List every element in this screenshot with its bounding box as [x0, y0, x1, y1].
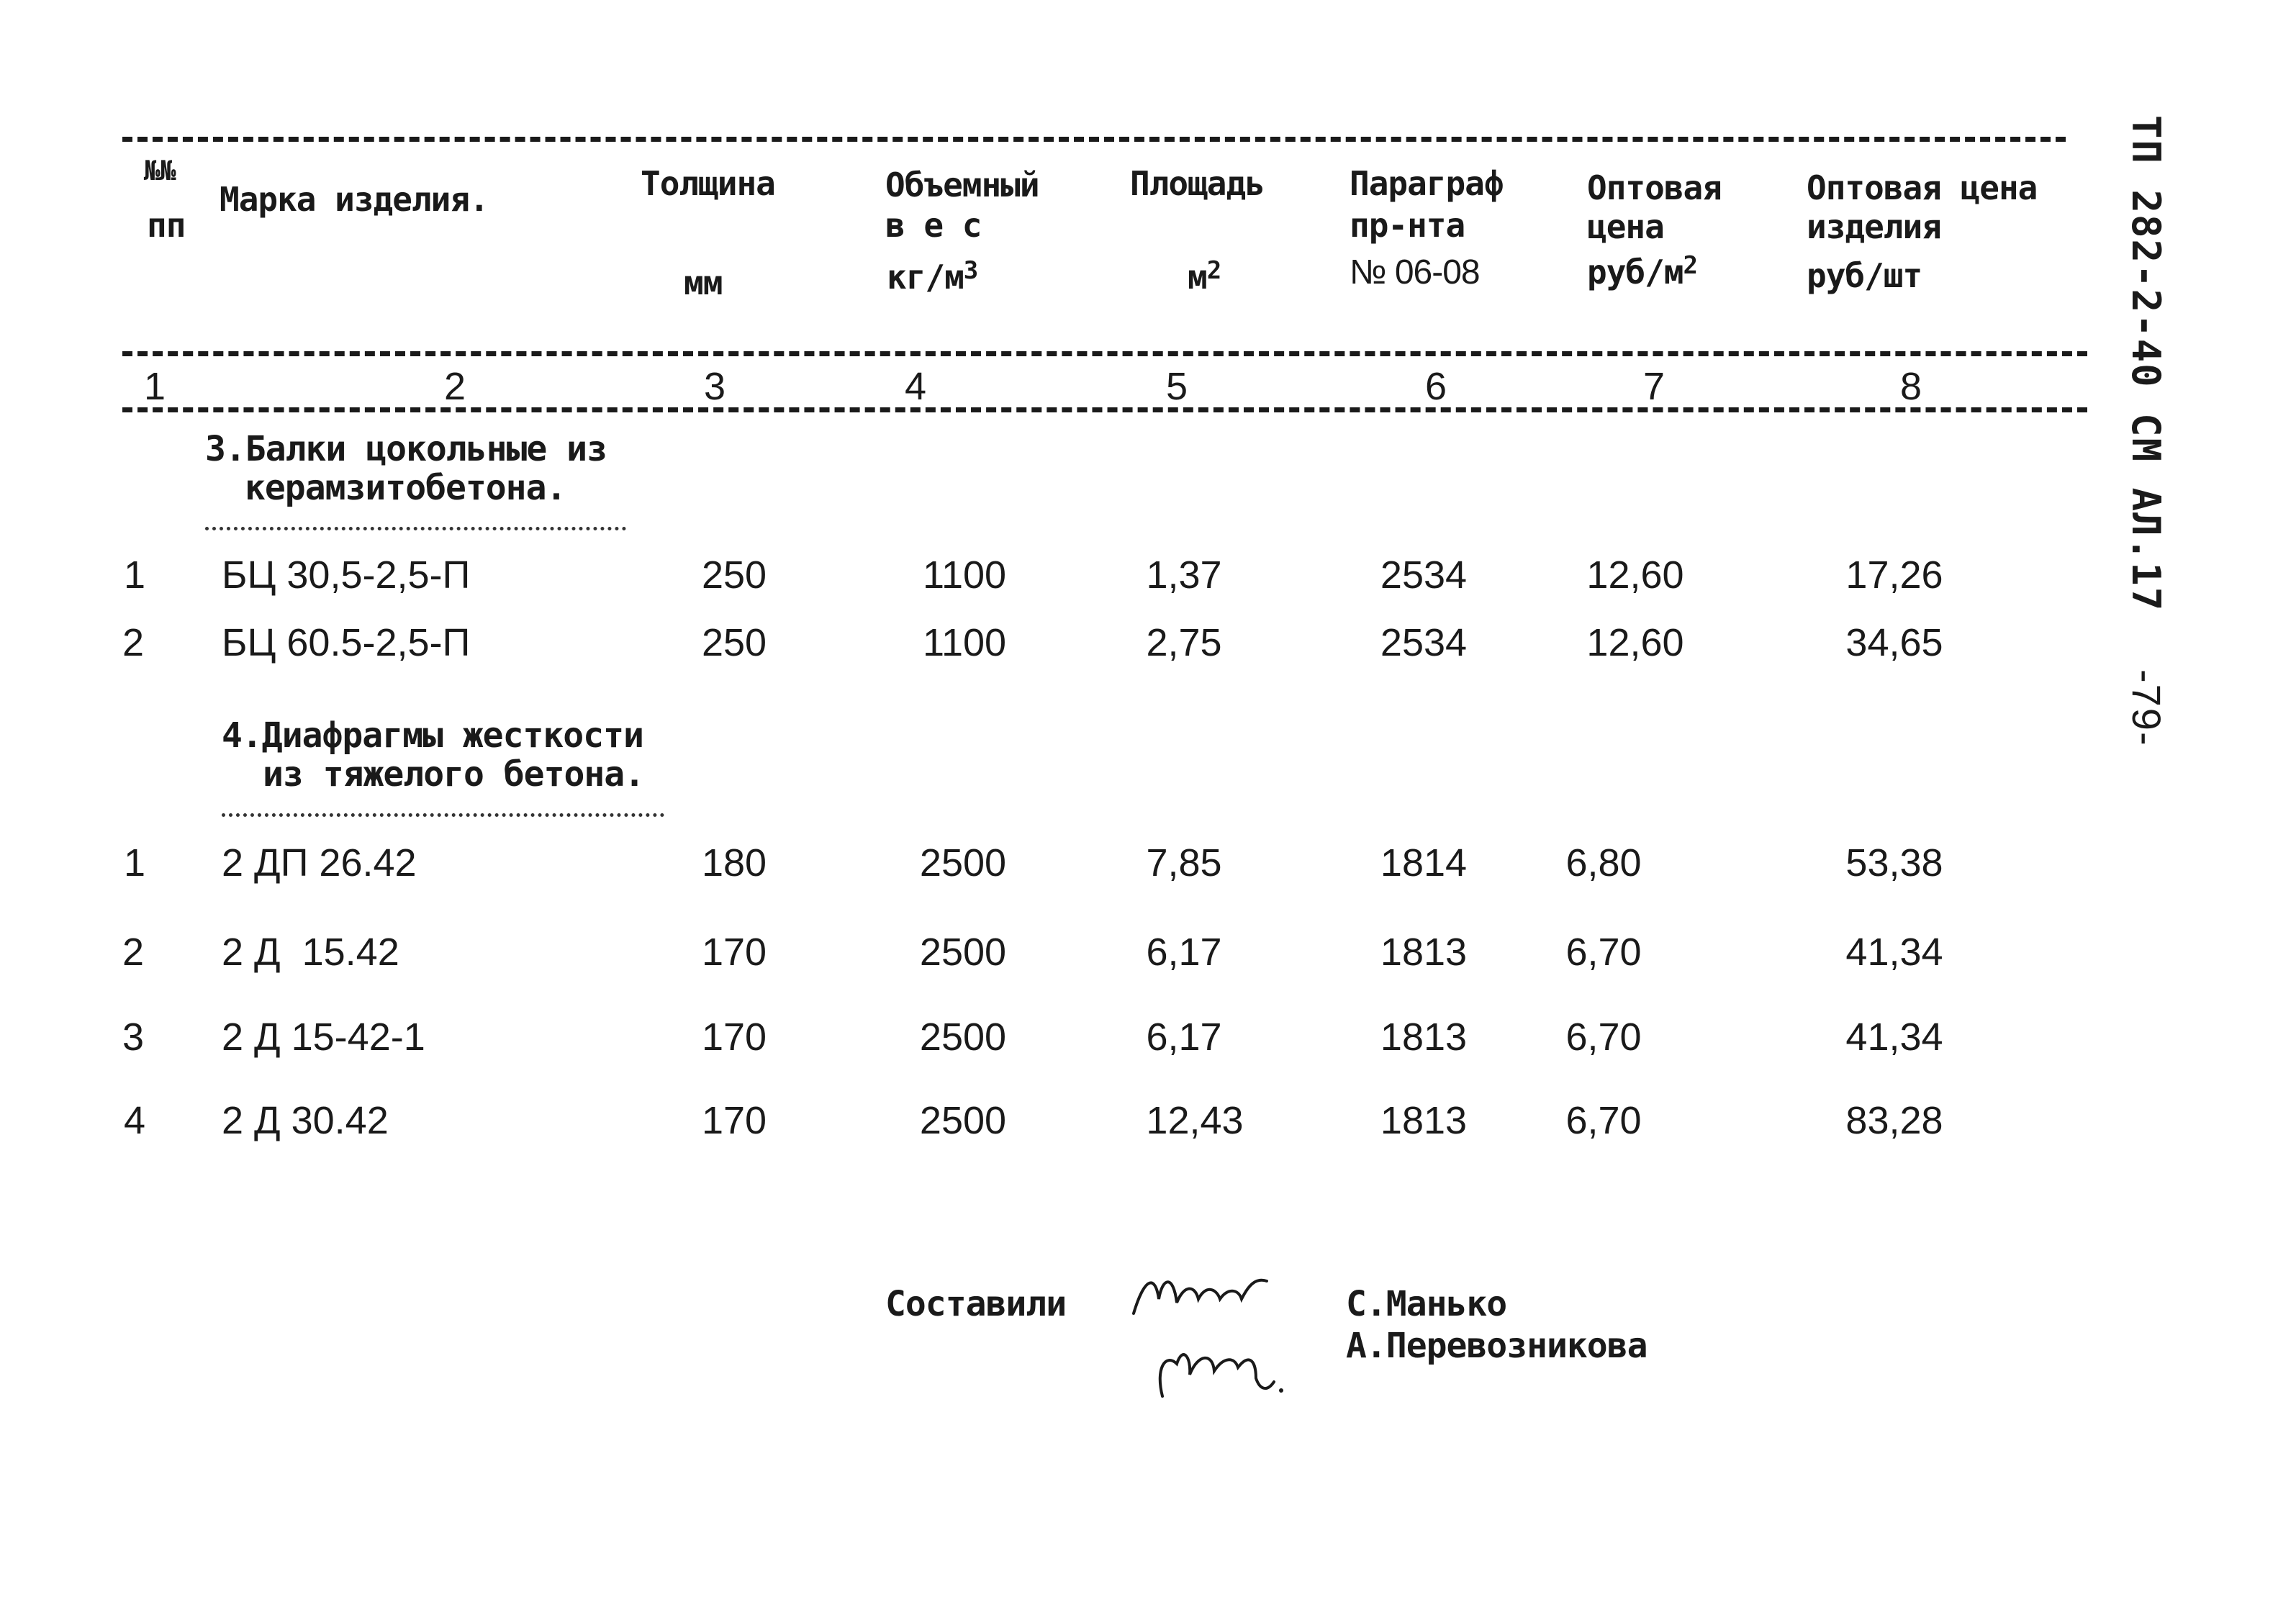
header-num-line1: №№: [144, 155, 176, 186]
row-paragraph: 2534: [1380, 621, 1468, 664]
header-wholesale-unit-base: руб/м: [1587, 253, 1683, 291]
signature-label: Составили: [885, 1284, 1067, 1324]
header-area: Площадь: [1130, 164, 1265, 203]
table-top-rule: [122, 137, 2066, 142]
header-mark: Марка изделия.: [220, 180, 489, 219]
row-number: 1: [124, 553, 146, 597]
row-weight: 2500: [919, 1099, 1007, 1142]
row-number: 2: [122, 621, 145, 664]
header-area-unit: [1188, 256, 1221, 297]
row-paragraph: 1814: [1380, 841, 1468, 885]
row-thickness: 180: [701, 841, 767, 885]
row-area: 12,43: [1146, 1099, 1244, 1142]
row-price-item: 41,34: [1845, 1015, 1943, 1059]
page-number: -79-: [2124, 669, 2169, 747]
row-price-item: 34,65: [1845, 621, 1943, 664]
header-weight-line1: Объемный: [885, 166, 1039, 204]
header-paragraph-line1: Параграф: [1350, 164, 1504, 203]
row-price-m2: 12,60: [1586, 621, 1684, 664]
column-number: 1: [143, 365, 166, 408]
header-wholesale-line2: цена: [1587, 207, 1664, 246]
header-paragraph-line3: № 06-08: [1350, 253, 1480, 291]
column-number-rule: [122, 407, 2087, 412]
section-title-line2: керамзитобетона.: [245, 468, 566, 508]
header-weight-unit: [887, 256, 978, 297]
row-weight: 1100: [922, 621, 1007, 664]
row-number: 2: [122, 931, 145, 974]
section-underline: [222, 813, 664, 817]
row-mark: 2 ДП 26.42: [222, 841, 417, 885]
row-paragraph: 2534: [1380, 553, 1468, 597]
row-area: 7,85: [1146, 841, 1222, 885]
header-wholesale-unit-exp: 2: [1683, 251, 1697, 280]
header-area-unit-exp: 2: [1206, 256, 1221, 285]
row-price-item: 53,38: [1845, 841, 1943, 885]
document-code: ТП 282-2-40 СМ АЛ.17: [2123, 115, 2169, 612]
row-mark: 2 Д 15.42: [222, 931, 399, 974]
row-price-item: 83,28: [1845, 1099, 1943, 1142]
row-paragraph: 1813: [1380, 1099, 1468, 1142]
header-wholesale-line1: Оптовая: [1587, 168, 1722, 207]
row-weight: 2500: [919, 841, 1007, 885]
column-number: 4: [904, 365, 927, 408]
handwritten-signature-2: [1148, 1324, 1292, 1403]
row-price-m2: 12,60: [1586, 553, 1684, 597]
header-bottom-rule: [122, 351, 2087, 356]
header-thickness: Толщина: [641, 164, 775, 203]
row-price-item: 17,26: [1845, 553, 1943, 597]
header-weight-unit-exp: 3: [963, 256, 978, 285]
row-weight: 1100: [922, 553, 1007, 597]
row-weight: 2500: [919, 931, 1007, 974]
header-item-price-line1: Оптовая цена: [1807, 168, 2038, 207]
section-title-line1: 3.Балки цокольные из: [205, 429, 607, 469]
row-area: 6,17: [1146, 1015, 1222, 1059]
signer-name: С.Манько: [1346, 1284, 1507, 1324]
row-thickness: 170: [701, 1015, 767, 1059]
row-paragraph: 1813: [1380, 931, 1468, 974]
header-weight-unit-base: кг/м: [887, 258, 964, 297]
row-thickness: 170: [701, 1099, 767, 1142]
header-thickness-unit: мм: [684, 263, 723, 302]
row-area: 2,75: [1146, 621, 1222, 664]
column-number: 5: [1165, 365, 1188, 408]
header-num-line2: пп: [147, 206, 186, 245]
row-price-m2: 6,70: [1565, 1099, 1642, 1142]
header-area-unit-base: м: [1188, 258, 1207, 297]
row-mark: 2 Д 30.42: [222, 1099, 389, 1142]
column-number: 3: [703, 365, 726, 408]
row-paragraph: 1813: [1380, 1015, 1468, 1059]
row-mark: БЦ 30,5-2,5-П: [222, 553, 471, 597]
header-item-price-unit: руб/шт: [1807, 256, 1922, 295]
column-number: 6: [1424, 365, 1447, 408]
row-area: 1,37: [1146, 553, 1222, 597]
header-paragraph-line2: пр-нта: [1350, 206, 1465, 245]
row-area: 6,17: [1146, 931, 1222, 974]
row-number: 1: [124, 841, 146, 885]
row-number: 3: [122, 1015, 145, 1059]
row-price-m2: 6,70: [1565, 931, 1642, 974]
section-title-line2: из тяжелого бетона.: [263, 754, 645, 795]
row-mark: 2 Д 15-42-1: [222, 1015, 425, 1059]
row-price-m2: 6,80: [1565, 841, 1642, 885]
row-price-item: 41,34: [1845, 931, 1943, 974]
row-number: 4: [124, 1099, 146, 1142]
header-wholesale-unit: [1587, 251, 1697, 291]
row-thickness: 170: [701, 931, 767, 974]
header-weight-line2: в е с: [885, 206, 982, 245]
row-thickness: 250: [701, 553, 767, 597]
section-title-line1: 4.Диафрагмы жесткости: [222, 715, 643, 756]
row-thickness: 250: [701, 621, 767, 664]
column-number: 8: [1899, 365, 1922, 408]
row-mark: БЦ 60.5-2,5-П: [222, 621, 471, 664]
handwritten-signature-1: [1126, 1263, 1285, 1328]
column-number: 7: [1642, 365, 1665, 408]
column-number: 2: [443, 365, 466, 408]
section-underline: [205, 527, 626, 530]
row-weight: 2500: [919, 1015, 1007, 1059]
signer-name: А.Перевозникова: [1346, 1326, 1648, 1366]
header-item-price-line2: изделия: [1807, 207, 1941, 246]
row-price-m2: 6,70: [1565, 1015, 1642, 1059]
